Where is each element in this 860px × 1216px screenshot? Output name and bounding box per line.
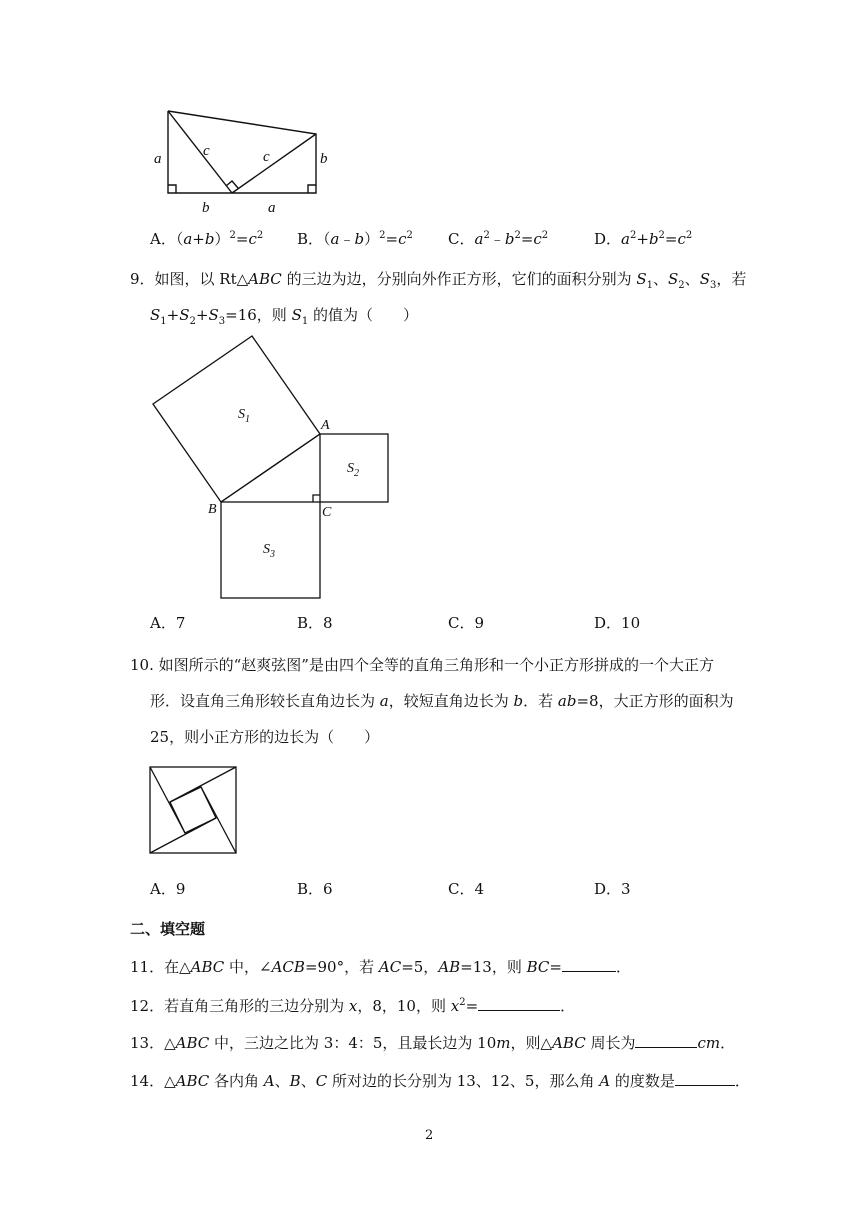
fig8-label-c-right: c	[263, 149, 270, 165]
fig9-label-s3: $S_3$	[263, 542, 275, 560]
q10-stem-line1: 10. 如图所示的“赵爽弦图”是由四个全等的直角三角形和一个小正方形拼成的一个大正方	[130, 656, 714, 674]
q13: 13．△ABC 中，三边之比为 3：4：5，且最长边为 10m，则△ABC 周长为 cm．	[130, 1034, 736, 1052]
q8-option-d: D．$a^2+b^2=c^2$	[594, 230, 693, 248]
q11-answer-blank[interactable]	[562, 957, 616, 972]
q8-option-b: B．$(a﹣b)^2=c^2$	[297, 230, 413, 248]
q14: 14．△ABC 各内角 A、B、C 所对边的长分别为 13、12、5，那么角 A 的度数是 ．	[130, 1072, 750, 1090]
figure-q8-trapezoid	[150, 105, 340, 217]
q9-option-a: A．7	[150, 614, 186, 632]
q10-option-c: C．4	[448, 880, 485, 898]
fig9-label-c: C	[322, 505, 332, 520]
fig9-label-s2: $S_2$	[347, 461, 359, 479]
q12: 12．若直角三角形的三边分别为 x，8，10，则 $x^2=$ ．	[130, 997, 576, 1015]
fig8-label-a-left: a	[154, 151, 162, 167]
q9-stem-line2: $S_1+S_2+S_3=16$，则 $S_1$ 的值为（ ）	[150, 306, 418, 327]
fig8-label-b-right: b	[320, 151, 328, 167]
q9-option-d: D．10	[594, 614, 641, 632]
fig9-label-b: B	[208, 502, 217, 517]
fig8-label-b-bottom: b	[202, 200, 210, 216]
fig8-label-a-bottom: a	[268, 200, 276, 216]
q10-option-a: A．9	[150, 880, 186, 898]
q8-option-c: C．$a^2﹣b^2=c^2$	[448, 230, 549, 248]
figure-q10-zhaoshuang	[148, 765, 240, 857]
q10-option-d: D．3	[594, 880, 631, 898]
q13-answer-blank[interactable]	[635, 1033, 697, 1048]
q10-stem-line3: 25，则小正方形的边长为（ ）	[150, 728, 380, 746]
q9-option-b: B．8	[297, 614, 333, 632]
fig9-label-a: A	[321, 418, 330, 433]
q10-stem-line2: 形．设直角三角形较长直角边长为 a，较短直角边长为 b．若 ab=8，大正方形的面积为	[150, 692, 734, 710]
q11: 11．在△ABC 中，∠ACB=90°，若 AC=5，AB=13，则 BC= ．	[130, 958, 631, 976]
fig9-label-s1: $S_1$	[238, 407, 250, 425]
section-title-fill-in: 二、填空题	[130, 920, 206, 938]
figure-q9-squares	[150, 333, 395, 601]
fig8-label-c-left: c	[203, 143, 210, 159]
q9-stem-line1: 9．如图，以 Rt△ABC 的三边为边，分别向外作正方形，它们的面积分别为 $S_1$、$S_2$、$S_3$，若	[130, 270, 747, 291]
page-number: 2	[425, 1128, 434, 1143]
q10-option-b: B．6	[297, 880, 333, 898]
q9-option-c: C．9	[448, 614, 485, 632]
q12-answer-blank[interactable]	[478, 996, 560, 1011]
q14-answer-blank[interactable]	[675, 1071, 735, 1086]
q8-option-a: A．$(a+b)^2=c^2$	[150, 230, 264, 248]
